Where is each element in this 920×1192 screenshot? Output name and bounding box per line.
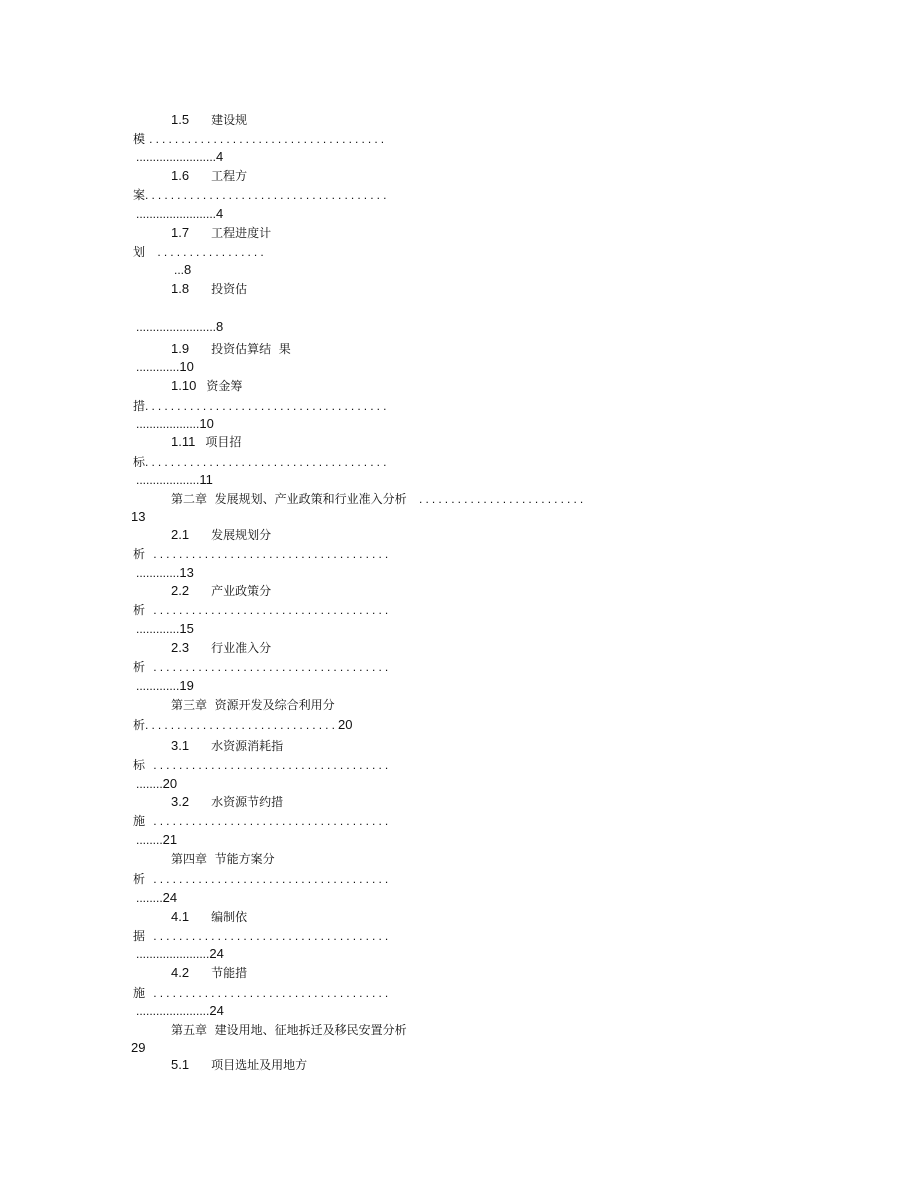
toc-continuation-1-7: 划 ................. <box>133 245 267 259</box>
toc-heading-1-11: 1.11 项目招 <box>171 434 242 449</box>
toc-continuation-chapter-4: 析 ..................................... <box>133 872 392 886</box>
toc-heading-2-3: 2.3 行业准入分 <box>171 640 272 655</box>
toc-heading-4-1: 4.1 编制依 <box>171 909 248 924</box>
toc-page-line-chapter-5: 29 <box>131 1040 146 1055</box>
toc-heading-1-8: 1.8 投资估 <box>171 281 248 296</box>
toc-chapter-3: 第三章 资源开发及综合利用分 <box>171 698 335 712</box>
toc-page-line-chapter-2: 13 <box>131 509 146 524</box>
toc-heading-4-2: 4.2 节能措 <box>171 965 248 980</box>
toc-page-line-1-8: ........................8 <box>136 319 224 334</box>
toc-chapter-2: 第二章 发展规划、产业政策和行业准入分析 .......................... <box>171 492 587 506</box>
toc-heading-1-6: 1.6 工程方 <box>171 168 248 183</box>
toc-continuation-4-2: 施 ..................................... <box>133 986 392 1000</box>
toc-page-line-3-1: ........20 <box>136 776 178 791</box>
toc-continuation-3-2: 施 ..................................... <box>133 814 392 828</box>
toc-page-line-2-3: .............19 <box>136 678 194 693</box>
toc-continuation-2-1: 析 ..................................... <box>133 547 392 561</box>
toc-page-line-1-7: ...8 <box>174 262 192 277</box>
toc-heading-1-5: 1.5 建设规 <box>171 112 248 127</box>
toc-continuation-1-5: 模 ..................................... <box>133 132 388 146</box>
toc-page-line-2-2: .............15 <box>136 621 194 636</box>
toc-continuation-1-11: 标...................................... <box>133 455 390 469</box>
toc-continuation-2-3: 析 ..................................... <box>133 660 392 674</box>
toc-heading-2-1: 2.1 发展规划分 <box>171 527 272 542</box>
toc-page-line-1-6: ........................4 <box>136 206 224 221</box>
toc-heading-1-7: 1.7 工程进度计 <box>171 225 272 240</box>
toc-continuation-4-1: 据 ..................................... <box>133 929 392 943</box>
toc-chapter-4: 第四章 节能方案分 <box>171 852 275 866</box>
toc-chapter-5: 第五章 建设用地、征地拆迁及移民安置分析 <box>171 1023 407 1037</box>
toc-page-line-4-1: ......................24 <box>136 946 224 961</box>
toc-page-line-4-2: ......................24 <box>136 1003 224 1018</box>
toc-heading-1-9: 1.9 投资估算结 果 <box>171 341 291 356</box>
toc-page-line-1-10: ...................10 <box>136 416 214 431</box>
toc-continuation-1-10: 措...................................... <box>133 399 390 413</box>
toc-heading-2-2: 2.2 产业政策分 <box>171 583 272 598</box>
toc-page-line-1-11: ...................11 <box>136 472 213 487</box>
toc-heading-3-2: 3.2 水资源节约措 <box>171 794 284 809</box>
toc-continuation-1-6: 案...................................... <box>133 188 390 202</box>
toc-page-line-1-9: .............10 <box>136 359 194 374</box>
toc-page-line-chapter-4: ........24 <box>136 890 178 905</box>
toc-page-line-1-5: ........................4 <box>136 149 224 164</box>
toc-page-line-3-2: ........21 <box>136 832 178 847</box>
toc-continuation-3-1: 标 ..................................... <box>133 758 392 772</box>
toc-heading-5-1: 5.1 项目选址及用地方 <box>171 1057 308 1072</box>
toc-continuation-chapter-3: 析..............................20 <box>133 717 353 732</box>
toc-heading-1-10: 1.10 资金筹 <box>171 378 243 393</box>
toc-continuation-2-2: 析 ..................................... <box>133 603 392 617</box>
toc-page-line-2-1: .............13 <box>136 565 194 580</box>
toc-heading-3-1: 3.1 水资源消耗指 <box>171 738 284 753</box>
